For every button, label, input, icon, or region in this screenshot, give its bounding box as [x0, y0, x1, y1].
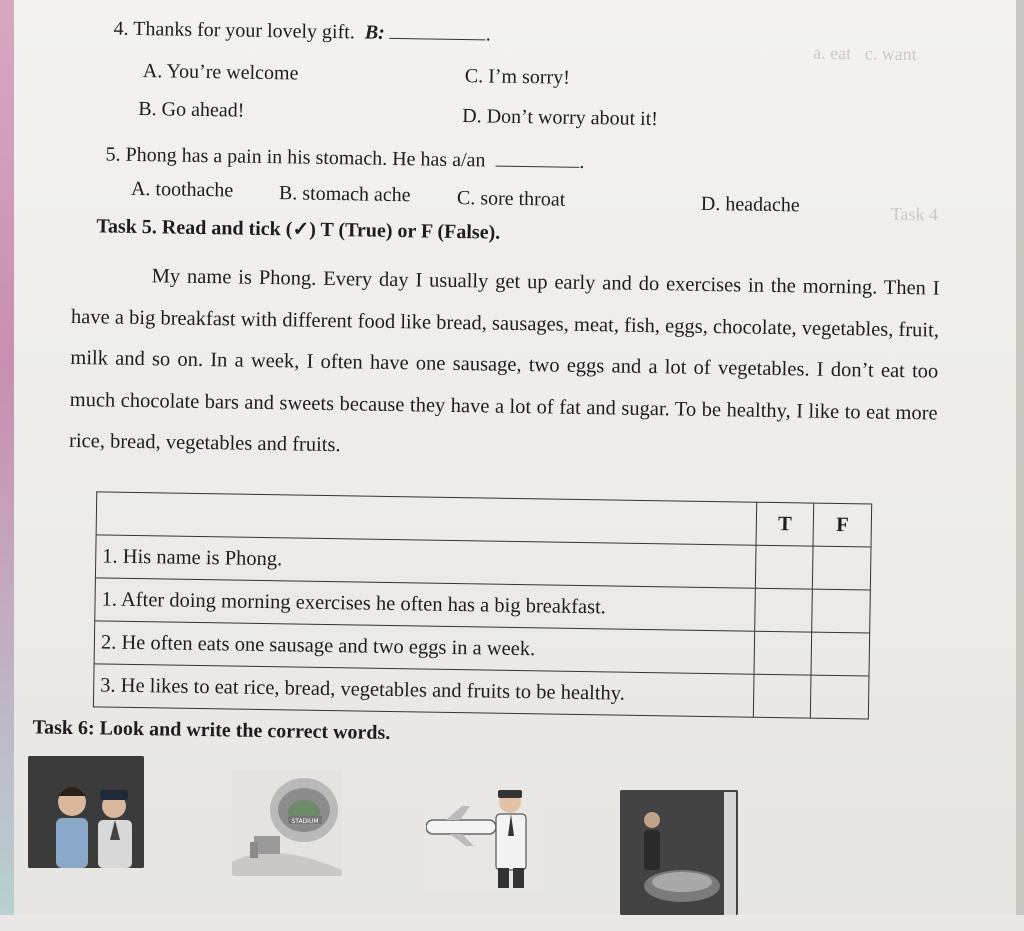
- q4-option-a[interactable]: A. You’re welcome: [142, 60, 299, 85]
- false-tick-cell[interactable]: [811, 632, 869, 676]
- worksheet-page: [14, 0, 1016, 915]
- police-officer-icon: [28, 756, 144, 868]
- reading-passage: My name is Phong. Every day I usually get up early and do exercises in the morning. Then I have a big breakfast with different food like bread, sausages, meat, fish, eggs, chocolate, vegetables, fruit, milk and so on. In a week, I often have one sausage, two eggs and a lot of vegetables. I don’t eat too much chocolate bars and sweets because they have a lot of fat and sugar. To be healthy, I like to eat more rice, bread, vegetables and fruits.: [68, 265, 940, 457]
- answer-blank[interactable]: [495, 148, 579, 168]
- bleed-through-text: a. eat c. want: [813, 42, 917, 65]
- bleed-through-text: Task 4: [890, 203, 939, 225]
- false-tick-cell[interactable]: [813, 546, 871, 590]
- statement-text: 2. He often eats one sausage and two eggs in a week.: [94, 621, 754, 674]
- q5-option-c[interactable]: C. sore throat: [456, 186, 566, 211]
- question-5: 5. Phong has a pain in his stomach. He has a/an .: [105, 143, 585, 173]
- task-5-title: Task 5. Read and tick (✓) T (True) or F (False).: [96, 215, 501, 244]
- pilot-icon: [426, 780, 544, 890]
- true-tick-cell[interactable]: [754, 631, 812, 675]
- true-tick-cell[interactable]: [754, 588, 812, 632]
- q5-option-d[interactable]: D. headache: [700, 192, 800, 217]
- true-tick-cell[interactable]: [753, 674, 811, 718]
- stadium-icon: [232, 770, 342, 876]
- statement-text: 3. He likes to eat rice, bread, vegetables and fruits to be healthy.: [93, 664, 753, 717]
- page-shadow-edge: [1016, 0, 1024, 915]
- task-6-title: Task 6: Look and write the correct words.: [32, 716, 391, 744]
- stadium-sign-text: STADIUM: [291, 818, 319, 825]
- true-tick-cell[interactable]: [755, 545, 813, 589]
- q4-option-c[interactable]: C. I’m sorry!: [464, 65, 571, 89]
- q5-option-a[interactable]: A. toothache: [130, 177, 234, 202]
- false-column-header: F: [813, 503, 871, 547]
- answer-blank[interactable]: [390, 20, 486, 41]
- statement-text: 1. His name is Phong.: [95, 535, 755, 588]
- q5-option-b[interactable]: B. stomach ache: [278, 182, 411, 207]
- book-reader-icon: [620, 790, 738, 915]
- statement-text: 1. After doing morning exercises he often has a big breakfast.: [95, 578, 755, 631]
- true-false-table: [93, 491, 872, 719]
- false-tick-cell[interactable]: [812, 589, 870, 633]
- q4-option-b[interactable]: B. Go ahead!: [138, 97, 245, 122]
- true-column-header: T: [756, 502, 814, 546]
- q4-option-d[interactable]: D. Don’t worry about it!: [462, 105, 659, 131]
- question-4: 4. Thanks for your lovely gift. B: .: [113, 17, 491, 46]
- false-tick-cell[interactable]: [811, 675, 869, 719]
